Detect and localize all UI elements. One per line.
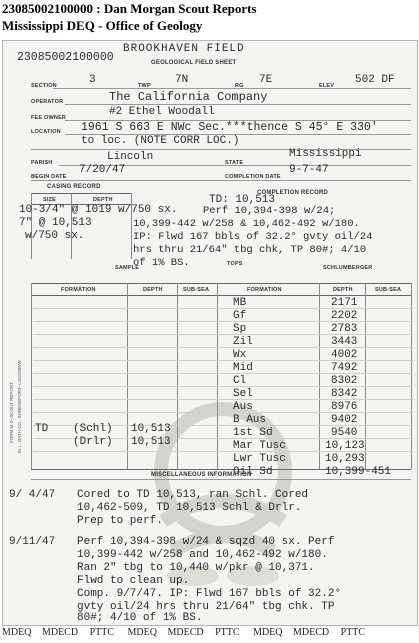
elev-label: ELEV xyxy=(319,83,335,89)
top-name: Mid xyxy=(233,362,253,374)
completion-date-label: COMPLETION DATE xyxy=(225,174,281,180)
misc-entry-2-line-3: Ran 2" tbg to 10,440 w/pkr @ 10,371. xyxy=(77,562,315,574)
top-name: Gf xyxy=(233,310,247,322)
footer-item: MDECD xyxy=(167,627,204,638)
log-row-2-source: (Drlr) xyxy=(73,436,113,448)
completion-line-5: of 1% BS. xyxy=(133,257,190,269)
footer-item: MDEQ xyxy=(253,627,283,638)
form-note: FORM M-2--SCOUT REPORT xyxy=(9,382,14,443)
top-depth: 10,399-451 xyxy=(325,466,392,478)
top-depth: 2783 xyxy=(331,323,358,335)
field-name: BROOKHAVEN FIELD xyxy=(123,43,245,55)
misc-info-label: MISCELLANEOUS INFORMATION xyxy=(151,472,252,478)
log-row-2-depth: 10,513 xyxy=(131,436,171,448)
top-depth: 2171 xyxy=(331,297,358,309)
completion-line-3: IP: Flwd 167 bbls of 32.2° gvty oil/24 xyxy=(133,231,373,243)
location-label: LOCATION xyxy=(31,129,61,135)
printer-note: M. L. BATH CO., SHREVEPORT--LONGVIEW xyxy=(17,360,22,453)
top-depth: 10,123 xyxy=(325,440,365,452)
misc-date-2: 9/11/47 xyxy=(9,536,56,548)
footer-item: PTTC xyxy=(89,627,115,638)
log-row-1-formation: TD xyxy=(35,423,49,435)
report-title: 23085002100000 : Dan Morgan Scout Reports xyxy=(2,1,257,16)
scout-card xyxy=(2,40,418,626)
footer-item: MDECD xyxy=(41,627,79,638)
casing-line-3: w/750 sx. xyxy=(25,230,85,242)
twp-label: TWP xyxy=(138,83,151,89)
completion-line-2: 10,399-442 w/258 & 10,462-492 w/180. xyxy=(133,218,360,230)
casing-line-2: 7" @ 10,513 xyxy=(19,217,92,229)
top-name: Sp xyxy=(233,323,247,335)
state-value: Mississippi xyxy=(289,148,362,160)
depth-header-right: DEPTH xyxy=(333,287,353,293)
completion-line-4: hrs thru 21/64" tbg chk, TP 80#; 4/10 xyxy=(133,244,367,256)
fee-owner-value: #2 Ethel Woodall xyxy=(109,106,215,118)
location-line-2: to loc. (NOTE CORR LOC.) xyxy=(81,135,240,147)
subsea-header-right: SUB-SEA xyxy=(375,287,402,293)
casing-line-1: 10-3/4" @ 1019 w/750 sx. xyxy=(19,204,178,216)
casing-record-label: CASING RECORD xyxy=(47,184,101,190)
completion-line-1: Perf 10,394-398 w/24; xyxy=(203,205,336,217)
fee-owner-label: FEE OWNER xyxy=(31,115,67,121)
footer-strip xyxy=(0,627,419,638)
casing-depth-header: DEPTH xyxy=(93,197,113,203)
section-value: 3 xyxy=(89,74,96,86)
misc-date-1: 9/ 4/47 xyxy=(9,489,56,501)
state-label: STATE xyxy=(225,160,244,166)
permit-number: 23085002100000 xyxy=(17,51,114,64)
tops-label: TOPS xyxy=(227,261,243,267)
misc-entry-2-line-5: Comp. 9/7/47. IP: Flwd 167 bbls of 32.2° xyxy=(77,588,342,600)
top-depth: 3443 xyxy=(331,336,358,348)
top-depth: 10,293 xyxy=(325,453,365,465)
top-name: Sel xyxy=(233,388,253,400)
misc-entry-2-line-2: 10,399-442 w/258 and 10,462-492 w/180. xyxy=(77,549,328,561)
subsea-header-left: SUB-SEA xyxy=(183,287,210,293)
misc-entry-1-line-2: 10,462-509, TD 10,513 Schl & Drlr. xyxy=(77,502,302,514)
begin-date-label: BEGIN DATE xyxy=(31,174,67,180)
sheet-subtitle: GEOLOGICAL FIELD SHEET xyxy=(151,60,237,66)
footer-item: PTTC xyxy=(215,627,240,638)
top-depth: 2202 xyxy=(331,310,358,322)
misc-entry-1-line-3: Prep to perf. xyxy=(77,515,163,527)
operator-label: OPERATOR xyxy=(31,99,64,105)
top-depth: 9540 xyxy=(331,427,358,439)
formation-header-right: FORMATION xyxy=(247,287,282,293)
top-name: B Aus xyxy=(233,414,267,426)
top-name: Oil Sd xyxy=(233,466,273,478)
formation-header-left: FORMATION xyxy=(61,287,96,293)
top-name: Mar Tusc xyxy=(233,440,286,452)
misc-entry-1-line-1: Cored to TD 10,513, ran Schl. Cored xyxy=(77,489,309,501)
section-label: SECTION xyxy=(31,83,57,89)
rg-label: RG xyxy=(235,83,244,89)
depth-header-left: DEPTH xyxy=(143,287,163,293)
top-name: Wx xyxy=(233,349,247,361)
top-name: MB xyxy=(233,297,247,309)
twp-value: 7N xyxy=(175,74,189,86)
elev-value: 502 DF xyxy=(355,74,395,86)
completion-date-value: 9-7-47 xyxy=(289,164,329,176)
completion-td: TD: 10,513 xyxy=(209,194,276,206)
footer-item: MDEQ xyxy=(127,627,157,638)
top-depth: 8342 xyxy=(331,388,358,400)
top-depth: 4002 xyxy=(331,349,358,361)
top-name: 1st Sd xyxy=(233,427,273,439)
log-row-1-depth: 10,513 xyxy=(131,423,171,435)
top-name: Aus xyxy=(233,401,253,413)
begin-date-value: 7/20/47 xyxy=(79,164,126,176)
location-line-1: 1961 S 663 E NWc Sec.***thence S 45° E 330' xyxy=(81,121,378,134)
top-depth: 8302 xyxy=(331,375,358,387)
size-header: SIZE xyxy=(43,197,57,203)
misc-entry-2-line-4: Flwd to clean up. xyxy=(77,575,190,587)
rg-value: 7E xyxy=(259,74,273,86)
misc-entry-2-line-6: gvty oil/24 hrs thru 21/64" tbg chk. TP xyxy=(77,601,335,613)
parish-label: PARISH xyxy=(31,160,53,166)
parish-value: Lincoln xyxy=(107,151,154,163)
misc-entry-2-line-7: 80#; 4/10 of 1% BS. xyxy=(77,612,203,624)
operator-value: The California Company xyxy=(109,90,268,104)
top-depth: 9402 xyxy=(331,414,358,426)
completion-record-label: COMPLETION RECORD xyxy=(257,190,329,196)
top-depth: 8976 xyxy=(331,401,358,413)
sample-label: SAMPLE xyxy=(115,265,140,271)
schlumberger-label: SCHLUMBERGER xyxy=(323,265,373,271)
top-name: Cl xyxy=(233,375,247,387)
footer-item: PTTC xyxy=(340,627,366,638)
footer-item: MDECD xyxy=(293,627,330,638)
top-name: Lwr Tusc xyxy=(233,453,286,465)
report-subtitle: Mississippi DEQ - Office of Geology xyxy=(2,18,203,33)
top-name: Zil xyxy=(233,336,253,348)
footer-item: MDEQ xyxy=(2,627,32,638)
top-depth: 7492 xyxy=(331,362,358,374)
log-row-1-source: (Schl) xyxy=(73,423,113,435)
misc-entry-2-line-1: Perf 10,394-398 w/24 & sqzd 40 sx. Perf xyxy=(77,536,335,548)
